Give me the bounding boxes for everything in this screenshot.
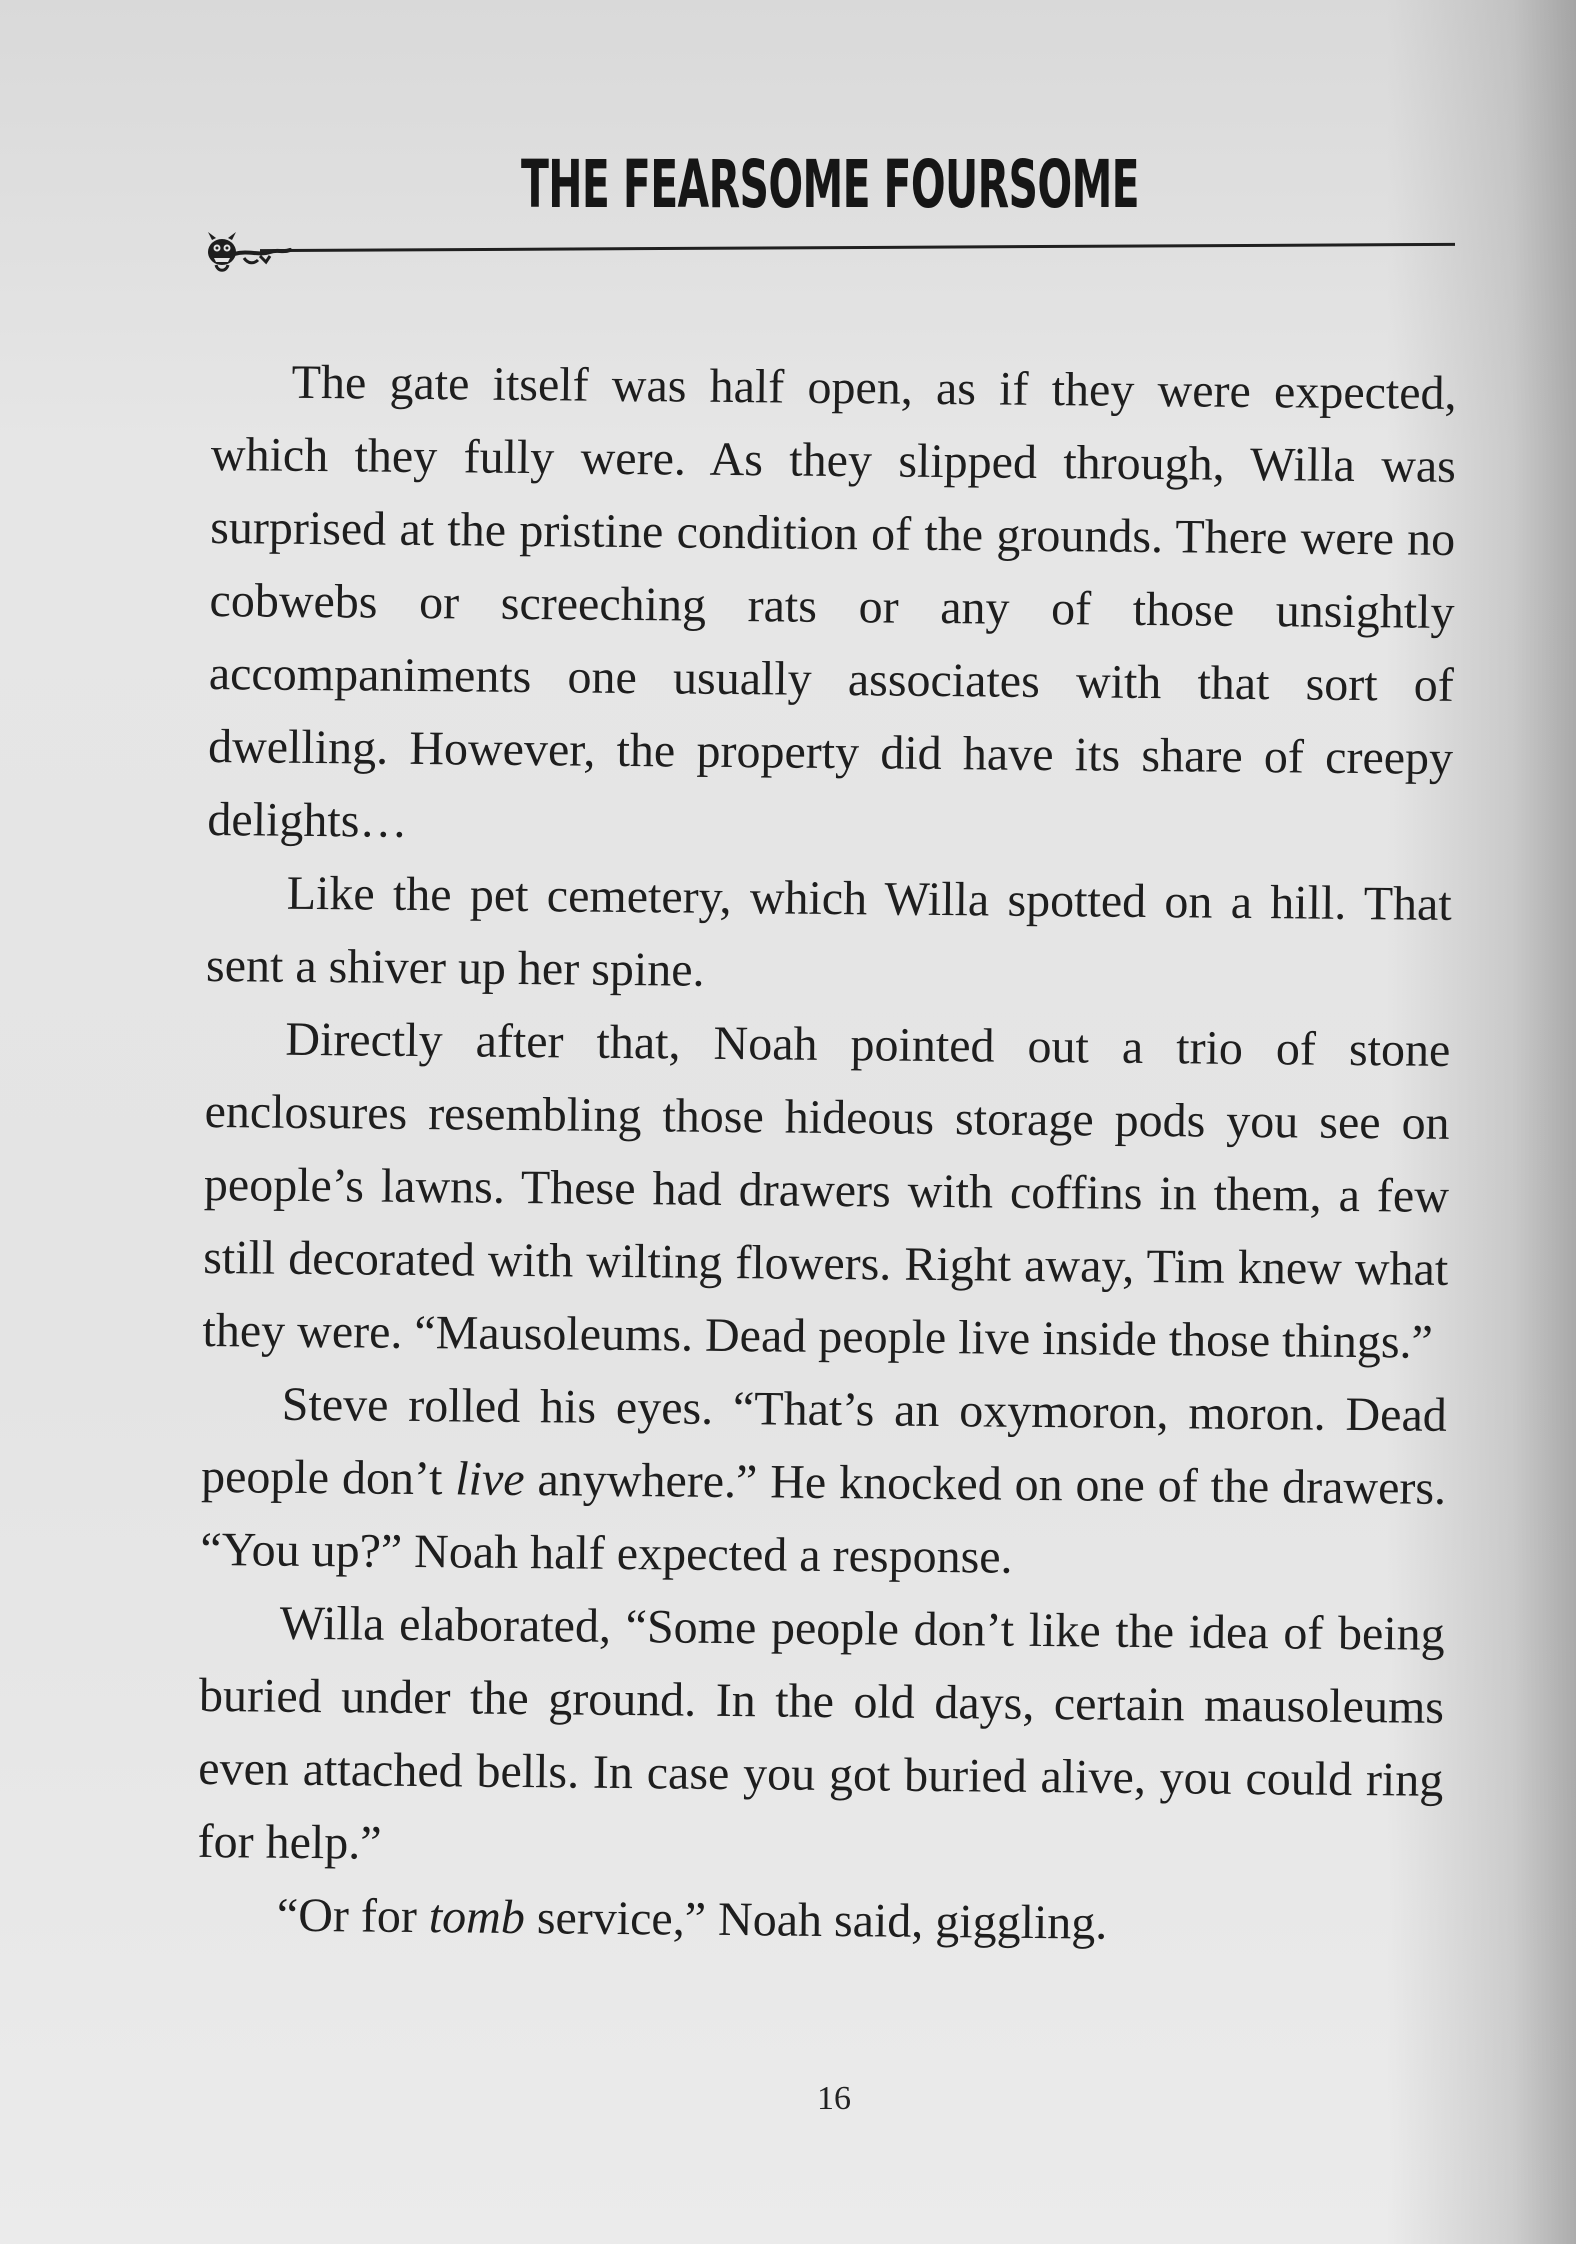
- running-head: [200, 140, 1460, 270]
- paragraph-text: anywhere.” He knocked on one of the drawers. “You up?” Noah half expected a response.: [200, 1453, 1447, 1584]
- paragraph: [207, 345, 1457, 868]
- running-head-title: THE FEARSOME FOURSOME: [520, 146, 1140, 223]
- paragraph-text: Willa elaborated, “Some people don’t like the idea of being buried under the ground. In the old days, certain mausoleums even attached bells. In case you got buried alive, you could ring for help.”: [197, 1596, 1445, 1870]
- paragraph: [206, 856, 1452, 1014]
- running-head-rule: [260, 243, 1455, 252]
- paragraph: [202, 1002, 1450, 1379]
- gargoyle-icon: [200, 228, 320, 278]
- italic-text: tomb: [428, 1890, 526, 1945]
- paragraph: [197, 1586, 1445, 1890]
- page-number: 16: [817, 2080, 851, 2117]
- italic-text: live: [455, 1452, 525, 1507]
- paragraph-text: “Or for: [276, 1888, 430, 1944]
- paragraph-text: service,” Noah said, giggling.: [524, 1891, 1108, 1950]
- paragraph: [200, 1367, 1447, 1598]
- paragraph-text: The gate itself was half open, as if they were expected, which they fully were. As they slipped through, Willa was surprised at the pristine condition of the grounds. There were no cobwebs or screeching rats or any of those unsightly accompaniments one usually associates with that sort of dwelling. However, the property did have its share of creepy delights…: [207, 355, 1457, 848]
- paragraph-text: Steve rolled his eyes. “That’s an oxymoron, moron. Dead people don’t: [200, 1377, 1448, 1506]
- paragraph: [197, 1878, 1443, 1963]
- paragraph-text: Like the pet cemetery, which Willa spotted on a hill. That sent a shiver up her spine.: [205, 866, 1452, 997]
- body-text: [197, 345, 1457, 1963]
- paragraph-text: Directly after that, Noah pointed out a trio of stone enclosures resembling those hideous storage pods you see on people’s lawns. These had drawers with coffins in them, a few still decorated with wilting flowers. Right away, Tim knew what they were. “Mausoleums. Dead people live inside those things.”: [202, 1012, 1451, 1369]
